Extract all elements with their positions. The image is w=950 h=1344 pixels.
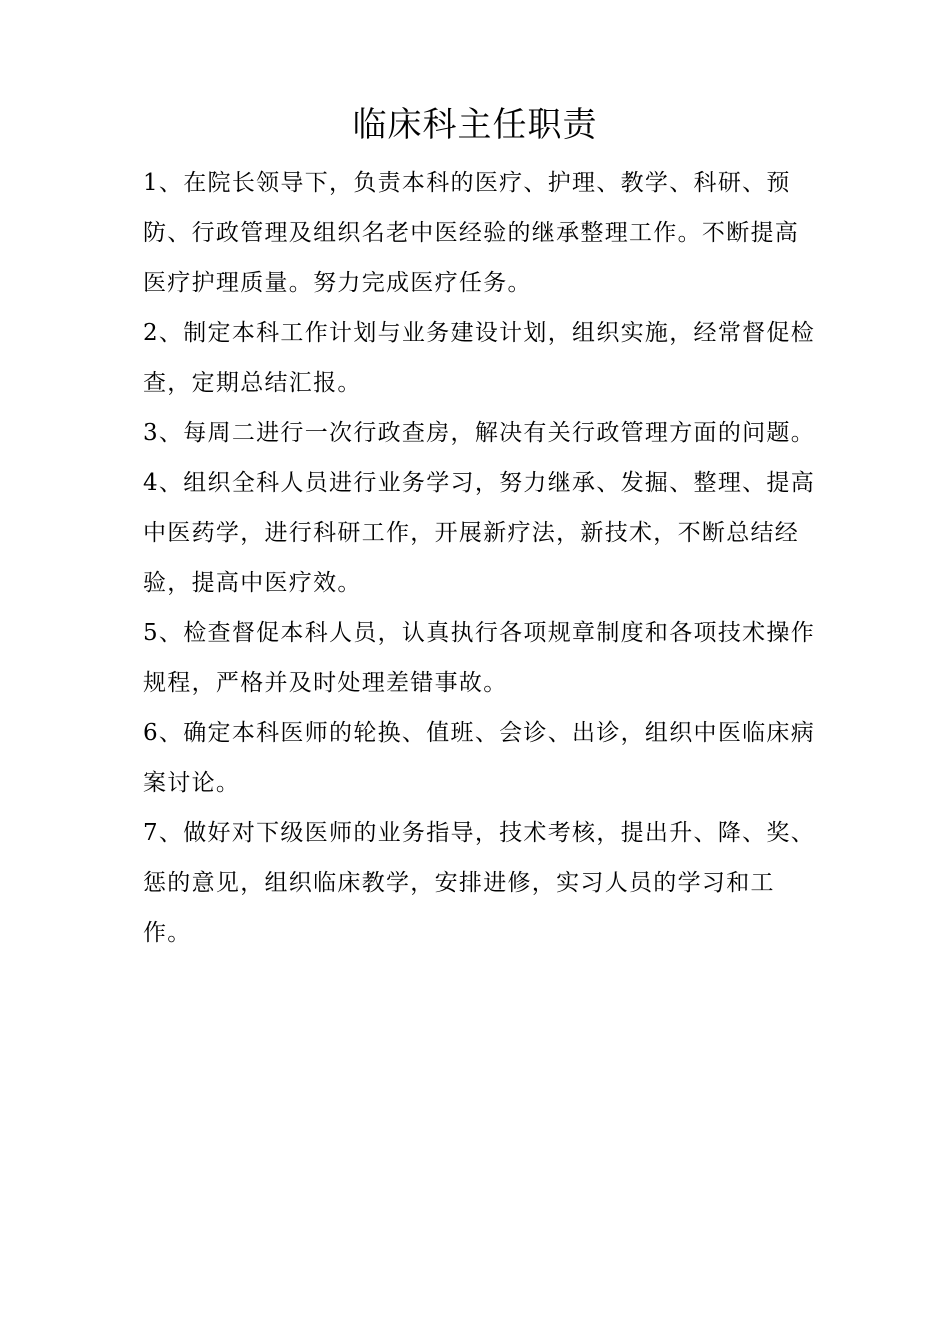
duty-item-7: 7、做好对下级医师的业务指导，技术考核，提出升、降、奖、惩的意见，组织临床教学，安排进修，实习人员的学习和工作。	[143, 820, 816, 946]
duty-item-1: 1、在院长领导下，负责本科的医疗、护理、教学、科研、预防、行政管理及组织名老中医经验的继承整理工作。不断提高医疗护理质量。努力完成医疗任务。	[143, 170, 800, 296]
duty-item-4: 4、组织全科人员进行业务学习，努力继承、发掘、整理、提高中医药学，进行科研工作，开展新疗法，新技术，不断总结经验，提高中医疗效。	[143, 470, 816, 596]
duty-item-6: 6、确定本科医师的轮换、值班、会诊、出诊，组织中医临床病案讨论。	[143, 720, 816, 796]
document-title: 临床科主任职责	[352, 105, 598, 145]
duty-list	[143, 158, 818, 958]
duty-item-2: 2、制定本科工作计划与业务建设计划，组织实施，经常督促检查，定期总结汇报。	[143, 320, 816, 396]
duty-item-5: 5、检查督促本科人员，认真执行各项规章制度和各项技术操作规程，严格并及时处理差错事故。	[143, 620, 816, 696]
duty-item-3: 3、每周二进行一次行政查房，解决有关行政管理方面的问题。	[143, 420, 816, 446]
